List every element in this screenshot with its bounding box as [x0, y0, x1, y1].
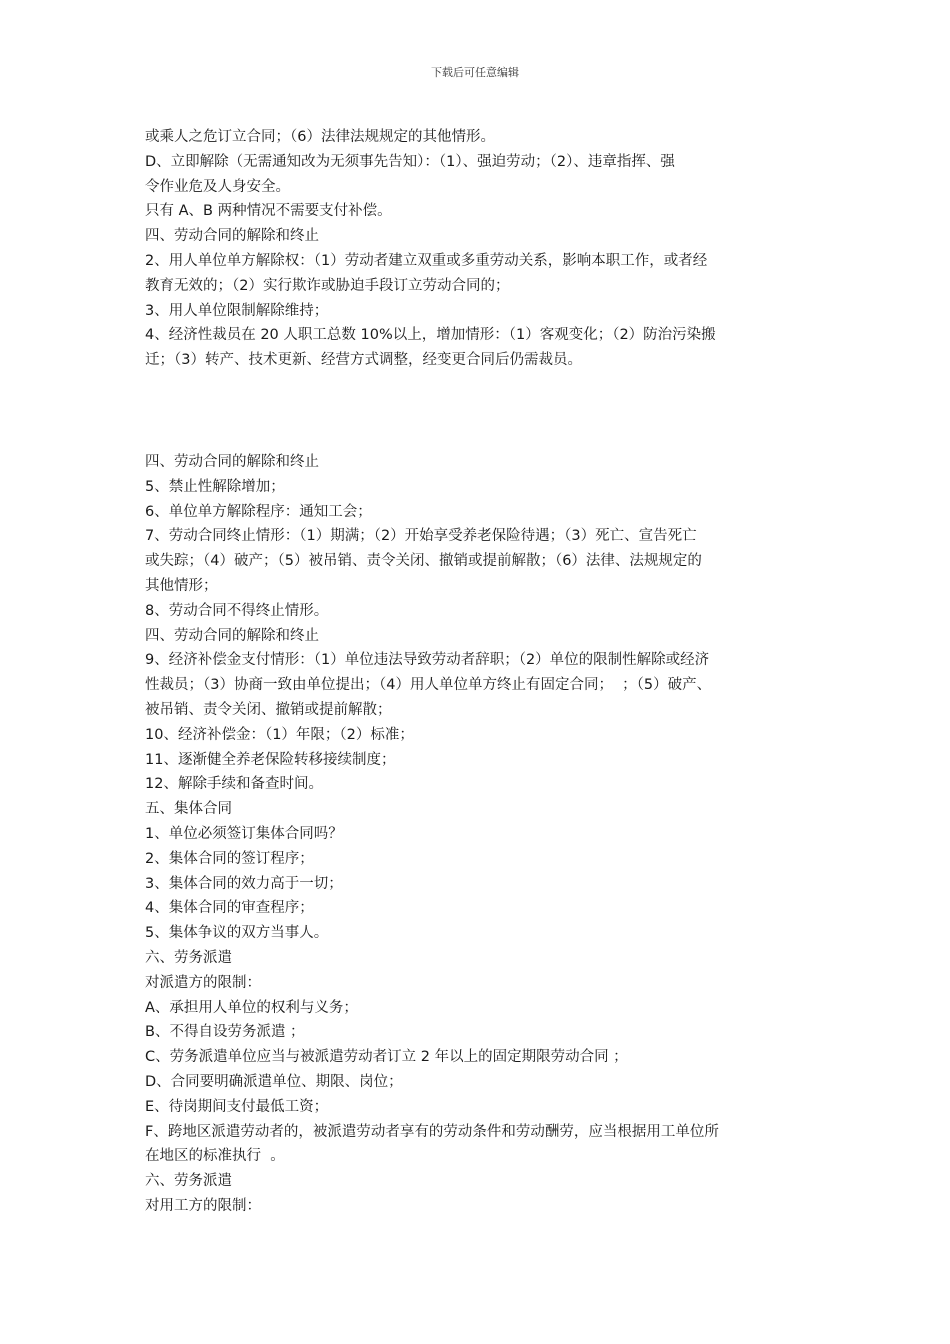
text-line: 对派遣方的限制： — [145, 974, 261, 991]
text-line: 迁；（3）转产、技术更新、经营方式调整，经变更合同后仍需裁员。 — [145, 352, 582, 369]
text-line: 5、禁止性解除增加； — [145, 478, 285, 495]
page-header: 下载后可任意编辑 — [431, 66, 519, 79]
section-heading: 四、劳动合同的解除和终止 — [145, 228, 319, 245]
text-line: 12、解除手续和备查时间。 — [145, 776, 323, 793]
text-line: 令作业危及人身安全。 — [145, 178, 290, 195]
text-line: 5、集体争议的双方当事人。 — [145, 925, 329, 942]
text-line: 10、经济补偿金：（1）年限；（2）标准； — [145, 726, 414, 743]
section-heading: 六、劳务派遣 — [145, 1173, 232, 1190]
text-line: A、承担用人单位的权利与义务； — [145, 999, 358, 1016]
text-line: 对用工方的限制： — [145, 1197, 261, 1214]
text-line: 其他情形； — [145, 577, 218, 594]
text-line: F、跨地区派遣劳动者的，被派遣劳动者享有的劳动条件和劳动酬劳，应当根据用工单位所 — [145, 1123, 719, 1140]
text-line: D、立即解除（无需通知改为无须事先告知）：（1）、强迫劳动；（2）、违章指挥、强 — [145, 153, 675, 170]
text-line: 4、集体合同的审查程序； — [145, 900, 314, 917]
text-line: 1、单位必须签订集体合同吗？ — [145, 825, 343, 842]
section-heading: 五、集体合同 — [145, 801, 232, 818]
text-line: 3、用人单位限制解除维持； — [145, 302, 329, 319]
section-heading: 四、劳动合同的解除和终止 — [145, 627, 319, 644]
text-line: 教育无效的；（2）实行欺诈或胁迫手段订立劳动合同的； — [145, 277, 510, 294]
text-line: 只有 A、B 两种情况不需要支付补偿。 — [145, 203, 392, 220]
section-heading: 六、劳务派遣 — [145, 949, 232, 966]
text-line: 性裁员；（3）协商一致由单位提出；（4）用人单位单方终止有固定合同； ；（5）破产、 — [145, 677, 712, 694]
text-line: E、待岗期间支付最低工资； — [145, 1098, 329, 1115]
section-heading: 四、劳动合同的解除和终止 — [145, 454, 319, 470]
text-line: 6、单位单方解除程序：通知工会； — [145, 503, 372, 520]
text-line: D、合同要明确派遣单位、期限、岗位； — [145, 1073, 403, 1090]
text-line: 7、劳动合同终止情形：（1）期满；（2）开始享受养老保险待遇；（3）死亡、宣告死亡 — [145, 528, 697, 545]
text-line: 2、集体合同的签订程序； — [145, 850, 314, 867]
text-line: B、不得自设劳务派遣 ； — [145, 1024, 305, 1041]
text-line: 在地区的标准执行 。 — [145, 1148, 285, 1165]
text-line: 被吊销、责令关闭、撤销或提前解散； — [145, 701, 392, 718]
text-line: 8、劳动合同不得终止情形。 — [145, 602, 329, 619]
text-line: 或失踪；（4）破产；（5）被吊销、责令关闭、撤销或提前解散；（6）法律、法规规定的 — [145, 553, 702, 570]
text-line: 或乘人之危订立合同；（6）法律法规规定的其他情形。 — [145, 129, 495, 145]
text-line: C、劳务派遣单位应当与被派遣劳动者订立 2 年以上的固定期限劳动合同 ； — [145, 1049, 628, 1066]
text-line: 9、经济补偿金支付情形：（1）单位违法导致劳动者辞职；（2）单位的限制性解除或经济 — [145, 652, 710, 669]
text-line: 3、集体合同的效力高于一切； — [145, 875, 343, 892]
text-block-main — [145, 450, 825, 1219]
text-line: 11、逐渐健全养老保险转移接续制度； — [145, 751, 396, 768]
text-block-top — [145, 125, 825, 373]
text-line: 2、用人单位单方解除权：（1）劳动者建立双重或多重劳动关系，影响本职工作，或者经 — [145, 252, 708, 269]
text-line: 4、经济性裁员在 20 人职工总数 10%以上，增加情形：（1）客观变化；（2）防治污染搬 — [145, 327, 716, 344]
